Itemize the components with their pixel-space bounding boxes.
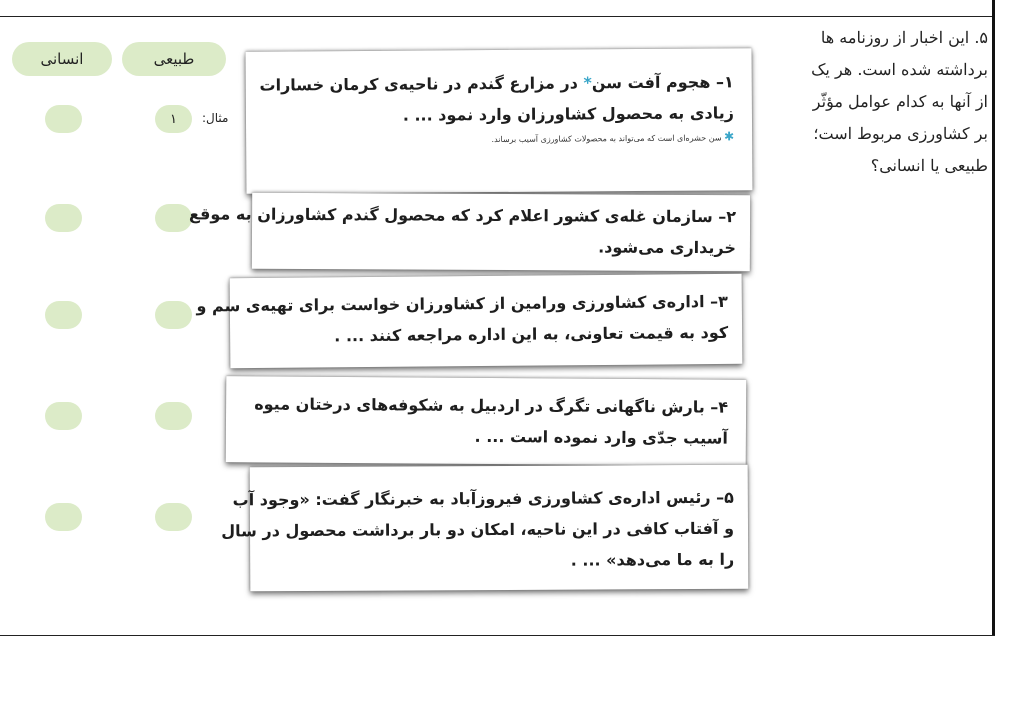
footnote-asterisk-icon: ✱ (724, 129, 735, 144)
example-label: مثال: (202, 111, 229, 125)
question-line-3: از آنها به کدام عوامل مؤثّر (812, 92, 988, 111)
news-1-line-1b: در مزارع گندم در ناحیه‌ی کرمان خسارات (259, 73, 584, 95)
news-clipping-2 (188, 193, 750, 272)
answer-bubble-natural-2[interactable] (155, 204, 192, 232)
news-5-line-1: ۵– رئیس اداره‌ی کشاورزی فیروزآباد به خبرنگار گفت: «وجود آب (232, 487, 734, 510)
news-clipping-5 (221, 465, 749, 592)
asterisk-icon: * (583, 73, 592, 93)
question-line-5: طبیعی یا انسانی؟ (870, 156, 988, 175)
answer-bubble-human-2[interactable] (45, 204, 82, 232)
answer-bubble-natural-4[interactable] (155, 402, 192, 430)
frame-top-line (0, 16, 994, 17)
news-5-line-2: و آفتاب کافی در این ناحیه، امکان دو بار برداشت محصول در سال (221, 518, 735, 541)
news-2-line-2: خریداری می‌شود. (598, 237, 736, 258)
question-number: ۵. (974, 28, 988, 47)
question-text (776, 22, 988, 182)
answer-bubble-human-5[interactable] (45, 503, 82, 531)
example-answer-natural: ۱ (155, 105, 192, 133)
natural-column-header: طبیعی (122, 42, 226, 76)
frame-right-line (992, 0, 995, 636)
news-5-line-3: را به ما می‌دهد» ... . (570, 549, 735, 570)
human-column-header: انسانی (12, 42, 112, 76)
news-4-line-1: ۴– بارش ناگهانی تگرگ در اردبیل به شکوفه‌های درختان میوه (254, 394, 729, 417)
news-1-footnote: سن حشره‌ای است که می‌تواند به محصولات کشاورزی آسیب برساند. (491, 133, 722, 145)
question-line-4: بر کشاورزی مربوط است؛ (813, 124, 988, 143)
answer-bubble-human-3[interactable] (45, 301, 82, 329)
answer-bubble-human-1[interactable] (45, 105, 82, 133)
news-1-line-1a: ۱– هجوم آفت سن (591, 72, 734, 93)
answer-bubble-natural-3[interactable] (155, 301, 192, 329)
answer-bubble-human-4[interactable] (45, 402, 82, 430)
news-4-line-2: آسیب جدّی وارد نموده است ... . (474, 426, 728, 448)
question-line-2: برداشته شده است. هر یک (811, 60, 988, 79)
frame-bottom-line (0, 635, 995, 636)
news-1-line-2: زیادی به محصول کشاورزان وارد نمود ... . (402, 103, 735, 125)
answer-bubble-natural-5[interactable] (155, 503, 192, 531)
news-clipping-1 (246, 48, 753, 194)
news-3-line-2: کود به قیمت تعاونی، به این اداره مراجعه کنند ... . (334, 322, 729, 346)
question-line-1: این اخبار از روزنامه ها (820, 28, 970, 47)
news-3-line-1: ۳– اداره‌ی کشاورزی ورامین از کشاورزان خواست برای تهیه‌ی سم و (196, 291, 728, 316)
news-2-line-1: ۲– سازمان غله‌ی کشور اعلام کرد که محصول گندم کشاورزان به موقع (188, 204, 737, 227)
news-clipping-4 (226, 376, 747, 466)
news-clipping-3 (196, 274, 743, 368)
